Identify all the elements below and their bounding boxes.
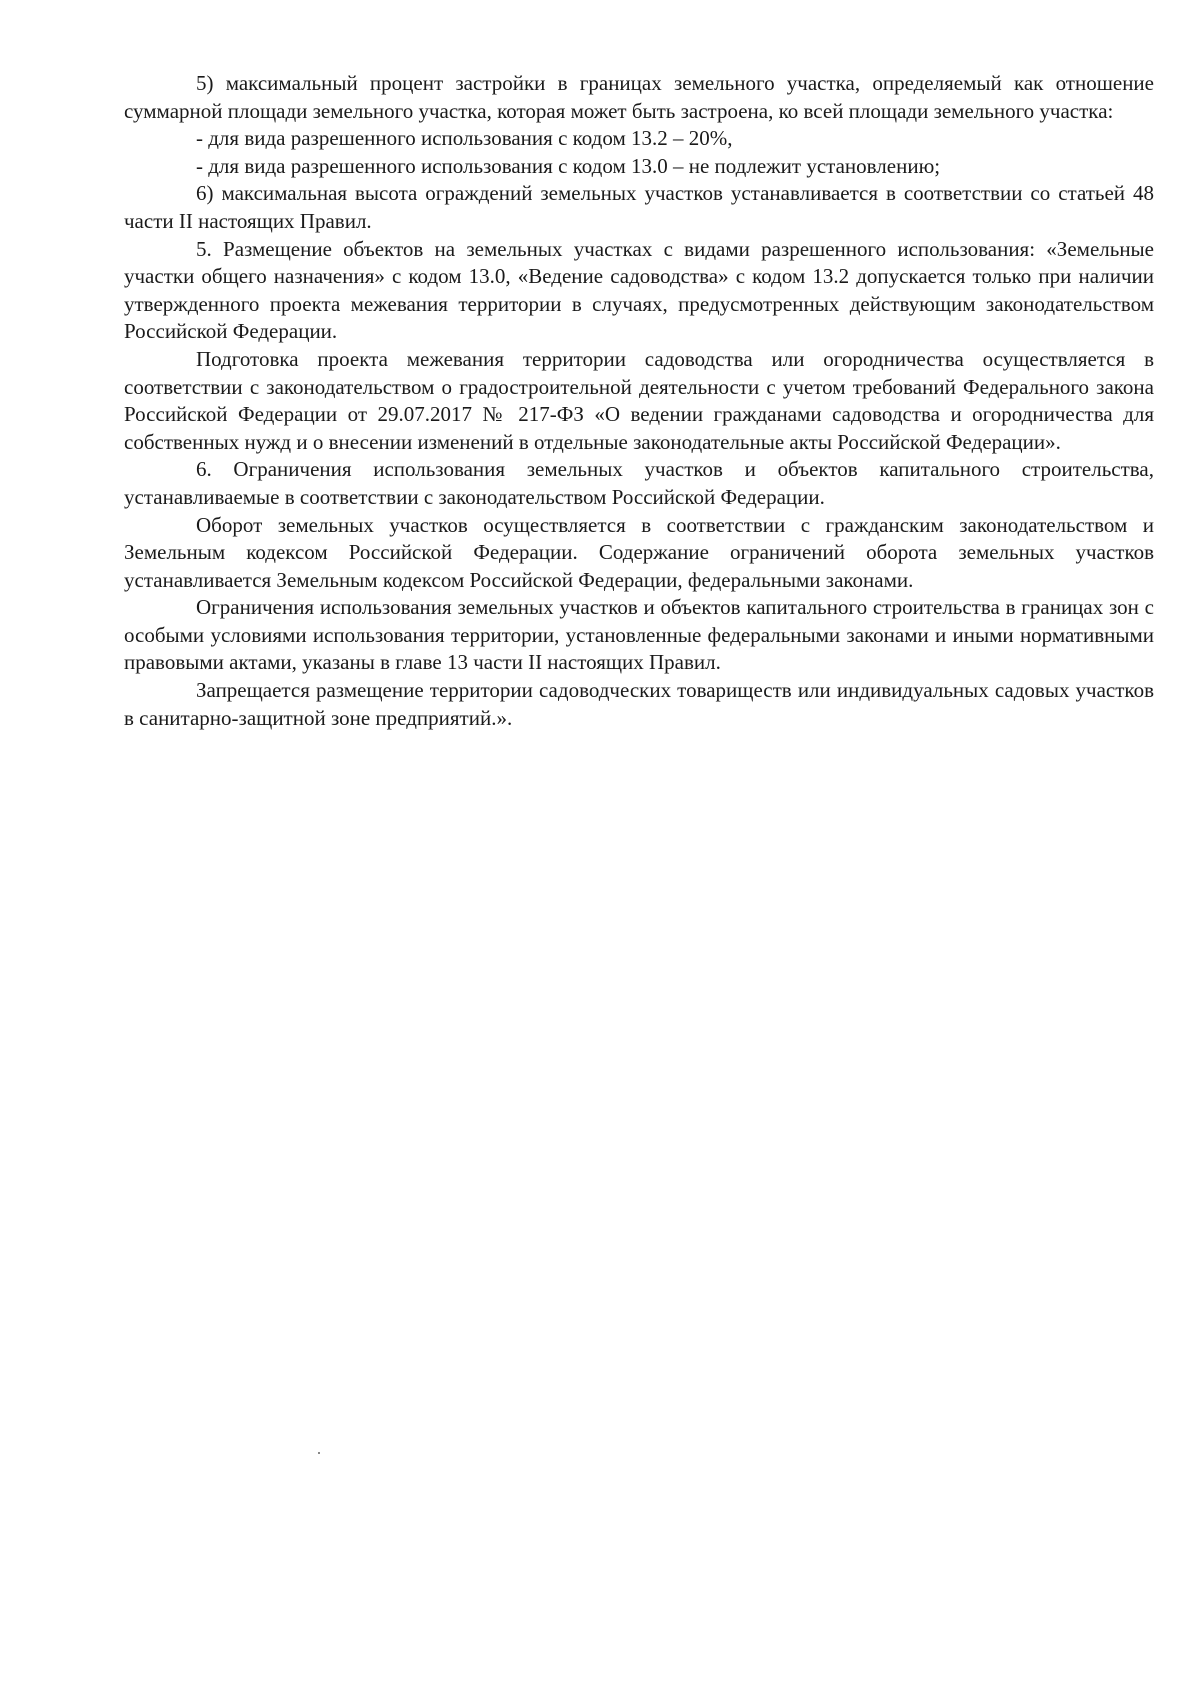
list-item-code-13-2: - для вида разрешенного использования с кодом 13.2 – 20%, <box>196 126 733 151</box>
paragraph-section-5: 5. Размещение объектов на земельных участках с видами разрешенного использования: «Земельные участки общего назначения» с кодом 13.0, «Ведение садоводства» с кодом 13.2 допускается только при наличии утвержденного проекта межевания территории в случаях, предусмотренных действующим законодательством Российской Федерации. <box>124 236 1154 344</box>
scan-speck <box>318 1452 320 1454</box>
document-body <box>124 70 1154 732</box>
paragraph-land-turnover: Оборот земельных участков осуществляется в соответствии с гражданским законодательством и Земельным кодексом Российской Федерации. Содержание ограничений оборота земельных участков устанавливается Земельным кодексом Российской Федерации, федеральными законами. <box>124 512 1154 592</box>
paragraph-sanitary-zone-ban: Запрещается размещение территории садоводческих товариществ или индивидуальных садовых участков в санитарно-защитной зоне предприятий.». <box>124 678 1154 730</box>
paragraph-survey-preparation: Подготовка проекта межевания территории садоводства или огородничества осуществляется в соответствии с законодательством о градостроительной деятельности с учетом требований Федерального закона Российской Федерации от 29.07.2017 № 217-ФЗ «О ведении гражданами садоводства и огородничества для собственных нужд и о внесении изменений в отдельные законодательные акты Российской Федерации». <box>124 346 1154 454</box>
list-item-code-13-0: - для вида разрешенного использования с кодом 13.0 – не подлежит установлению; <box>196 153 941 178</box>
paragraph-section-6: 6. Ограничения использования земельных участков и объектов капитального строительства, устанавливаемые в соответствии с законодательством Российской Федерации. <box>124 457 1154 509</box>
paragraph-max-building-percent: 5) максимальный процент застройки в границах земельного участка, определяемый как отношение суммарной площади земельного участка, которая может быть застроена, ко всей площади земельного участка: <box>124 71 1154 123</box>
paragraph-fence-height: 6) максимальная высота ограждений земельных участков устанавливается в соответствии со статьей 48 части II настоящих Правил. <box>124 181 1154 233</box>
paragraph-zone-restrictions: Ограничения использования земельных участков и объектов капитального строительства в границах зон с особыми условиями использования территории, установленные федеральными законами и иными нормативными правовыми актами, указаны в главе 13 части II настоящих Правил. <box>124 595 1154 675</box>
